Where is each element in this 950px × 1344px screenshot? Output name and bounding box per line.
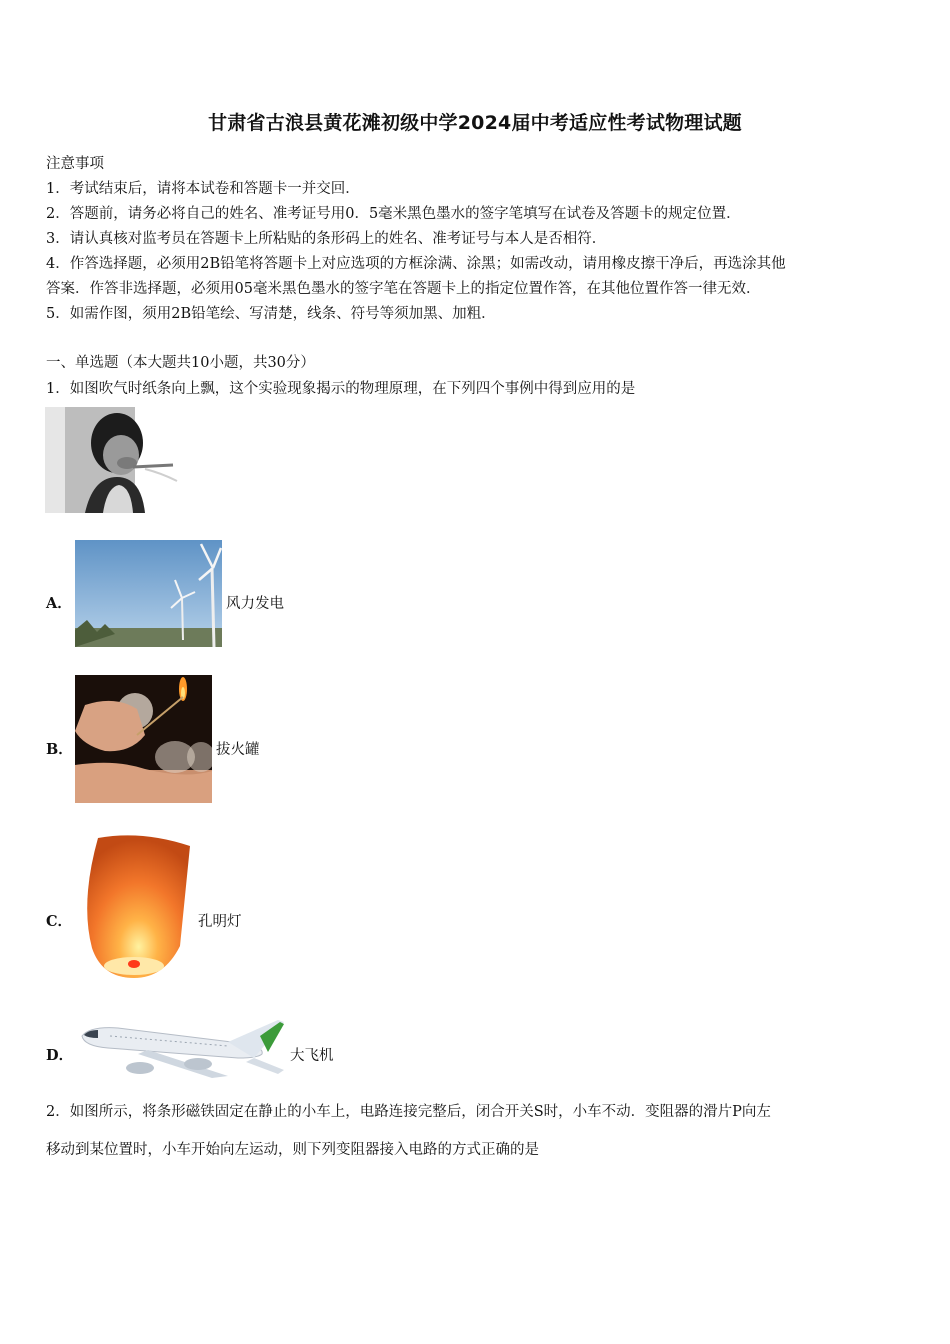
option-c-text: 孔明灯 — [198, 914, 242, 930]
notice-heading: 注意事项 — [46, 156, 104, 172]
notice-item: 5．如需作图，须用2B铅笔绘、写清楚，线条、符号等须加黑、加粗． — [46, 306, 496, 322]
notice-item: 3．请认真核对监考员在答题卡上所粘贴的条形码上的姓名、准考证号与本人是否相符． — [46, 231, 607, 247]
notice-item: 答案．作答非选择题，必须用05毫米黑色墨水的签字笔在答题卡上的指定位置作答，在其他位置作答一律无效． — [46, 281, 761, 297]
option-d-text: 大飞机 — [290, 1048, 334, 1064]
exam-title: 甘肃省古浪县黄花滩初级中学2024届中考适应性考试物理试题 — [208, 112, 742, 134]
question-2-stem-line-1: 2．如图所示，将条形磁铁固定在静止的小车上，电路连接完整后，闭合开关S时，小车不动．变阻器的滑片P向左 — [46, 1104, 771, 1120]
cupping-glass-image — [75, 675, 212, 803]
option-b-label: B． — [46, 741, 73, 758]
option-c-label: C． — [46, 913, 73, 930]
notice-item: 2．答题前，请务必将自己的姓名、准考证号用0．5毫米黑色墨水的签字笔填写在试卷及答题卡的规定位置． — [46, 206, 741, 222]
option-a-text: 风力发电 — [226, 596, 284, 612]
option-d-label: D． — [46, 1047, 74, 1064]
section-heading: 一、单选题（本大题共10小题，共30分） — [46, 355, 315, 371]
option-a-label: A． — [46, 595, 72, 612]
option-b-text: 拔火罐 — [216, 742, 260, 758]
boy-blowing-paper-image — [45, 407, 181, 513]
wind-turbine-image — [75, 540, 222, 647]
question-1-stem: 1．如图吹气时纸条向上飘，这个实验现象揭示的物理原理，在下列四个事例中得到应用的是 — [46, 381, 636, 397]
airliner-image — [78, 1018, 286, 1080]
notice-item: 4．作答选择题，必须用2B铅笔将答题卡上对应选项的方框涂满、涂黑；如需改动，请用橡皮擦干净后，再选涂其他 — [46, 256, 786, 272]
question-2-stem-line-2: 移动到某位置时，小车开始向左运动，则下列变阻器接入电路的方式正确的是 — [46, 1142, 539, 1158]
notice-item: 1．考试结束后，请将本试卷和答题卡一并交回． — [46, 181, 360, 197]
sky-lantern-image — [78, 832, 196, 984]
